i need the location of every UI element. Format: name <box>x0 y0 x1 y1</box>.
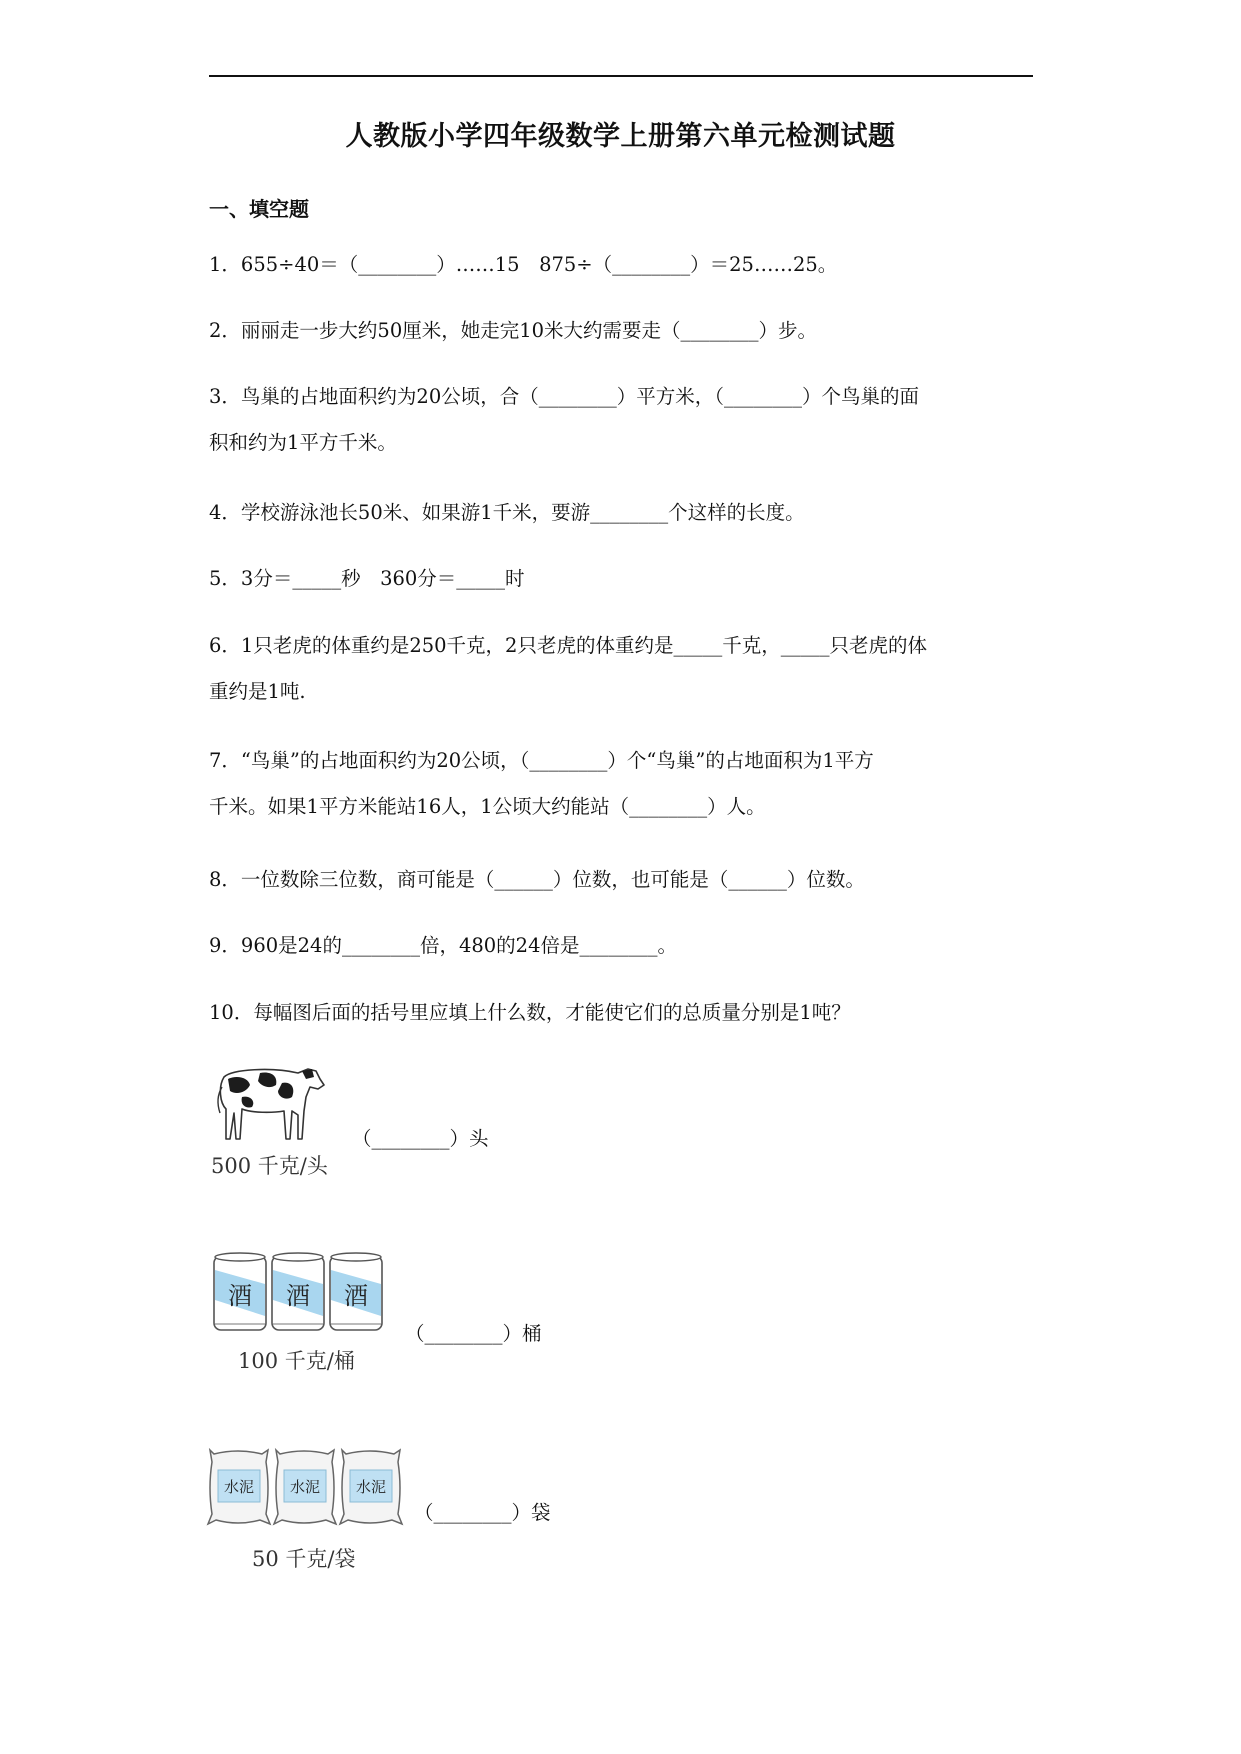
cement-bag <box>208 1450 270 1524</box>
cement-caption: 50 千克/袋 <box>252 1547 356 1571</box>
cement-blank: （________）袋 <box>414 1501 551 1524</box>
question-line: 积和约为1平方千米。 <box>209 431 397 454</box>
question-4 <box>209 490 1039 536</box>
barrel <box>330 1253 382 1330</box>
question-1 <box>209 242 1039 288</box>
barrel <box>214 1253 266 1330</box>
cement-illustration <box>208 1448 408 1528</box>
barrel <box>272 1253 324 1330</box>
question-line: 千米。如果1平方米能站16人，1公顷大约能站（________）人。 <box>209 795 766 818</box>
question-line: 6．1只老虎的体重约是250千克，2只老虎的体重约是_____千克，_____只老虎的体 <box>209 634 927 657</box>
top-rule <box>209 75 1033 77</box>
question-line: 9．960是24的________倍，480的24倍是________。 <box>209 934 677 957</box>
question-9 <box>209 923 1039 969</box>
cement-bag <box>274 1450 336 1524</box>
question-6 <box>209 623 1039 715</box>
cement-bag-label: 水泥 <box>223 1478 255 1496</box>
barrel-label: 酒 <box>286 1282 310 1310</box>
question-line: 1．655÷40＝（________）……15 875÷（________）＝25……25。 <box>209 253 838 276</box>
cement-bag-label: 水泥 <box>289 1478 321 1496</box>
question-10 <box>209 990 1039 1036</box>
barrel-label: 酒 <box>344 1282 368 1310</box>
question-3 <box>209 374 1039 466</box>
question-5 <box>209 556 1039 602</box>
barrel-illustration <box>212 1250 390 1336</box>
question-line: 10．每幅图后面的括号里应填上什么数，才能使它们的总质量分别是1吨？ <box>209 1001 851 1024</box>
question-line: 4．学校游泳池长50米、如果游1千米，要游________个这样的长度。 <box>209 501 805 524</box>
question-line: 2．丽丽走一步大约50厘米，她走完10米大约需要走（________）步。 <box>209 319 818 342</box>
question-line: 7．“鸟巢”的占地面积约为20公顷，（________）个“鸟巢”的占地面积为1平方 <box>209 749 874 772</box>
cow-illustration <box>212 1063 330 1147</box>
question-line: 重约是1吨. <box>209 680 306 703</box>
cow-caption: 500 千克/头 <box>211 1154 328 1178</box>
cement-bag <box>340 1450 402 1524</box>
question-2 <box>209 308 1039 354</box>
barrel-label: 酒 <box>228 1282 252 1310</box>
barrel-blank: （________）桶 <box>405 1322 542 1345</box>
cement-bag-label: 水泥 <box>355 1478 387 1496</box>
question-line: 8．一位数除三位数，商可能是（______）位数，也可能是（______）位数。 <box>209 868 865 891</box>
question-line: 3．鸟巢的占地面积约为20公顷，合（________）平方米，（________）个鸟巢的面 <box>209 385 919 408</box>
question-8 <box>209 857 1039 903</box>
page-title: 人教版小学四年级数学上册第六单元检测试题 <box>345 121 896 152</box>
barrel-caption: 100 千克/桶 <box>238 1349 355 1373</box>
question-7 <box>209 738 1039 830</box>
cow-blank: （________）头 <box>352 1127 489 1150</box>
section-heading: 一、填空题 <box>209 197 309 221</box>
question-line: 5．3分＝_____秒 360分＝_____时 <box>209 567 525 590</box>
